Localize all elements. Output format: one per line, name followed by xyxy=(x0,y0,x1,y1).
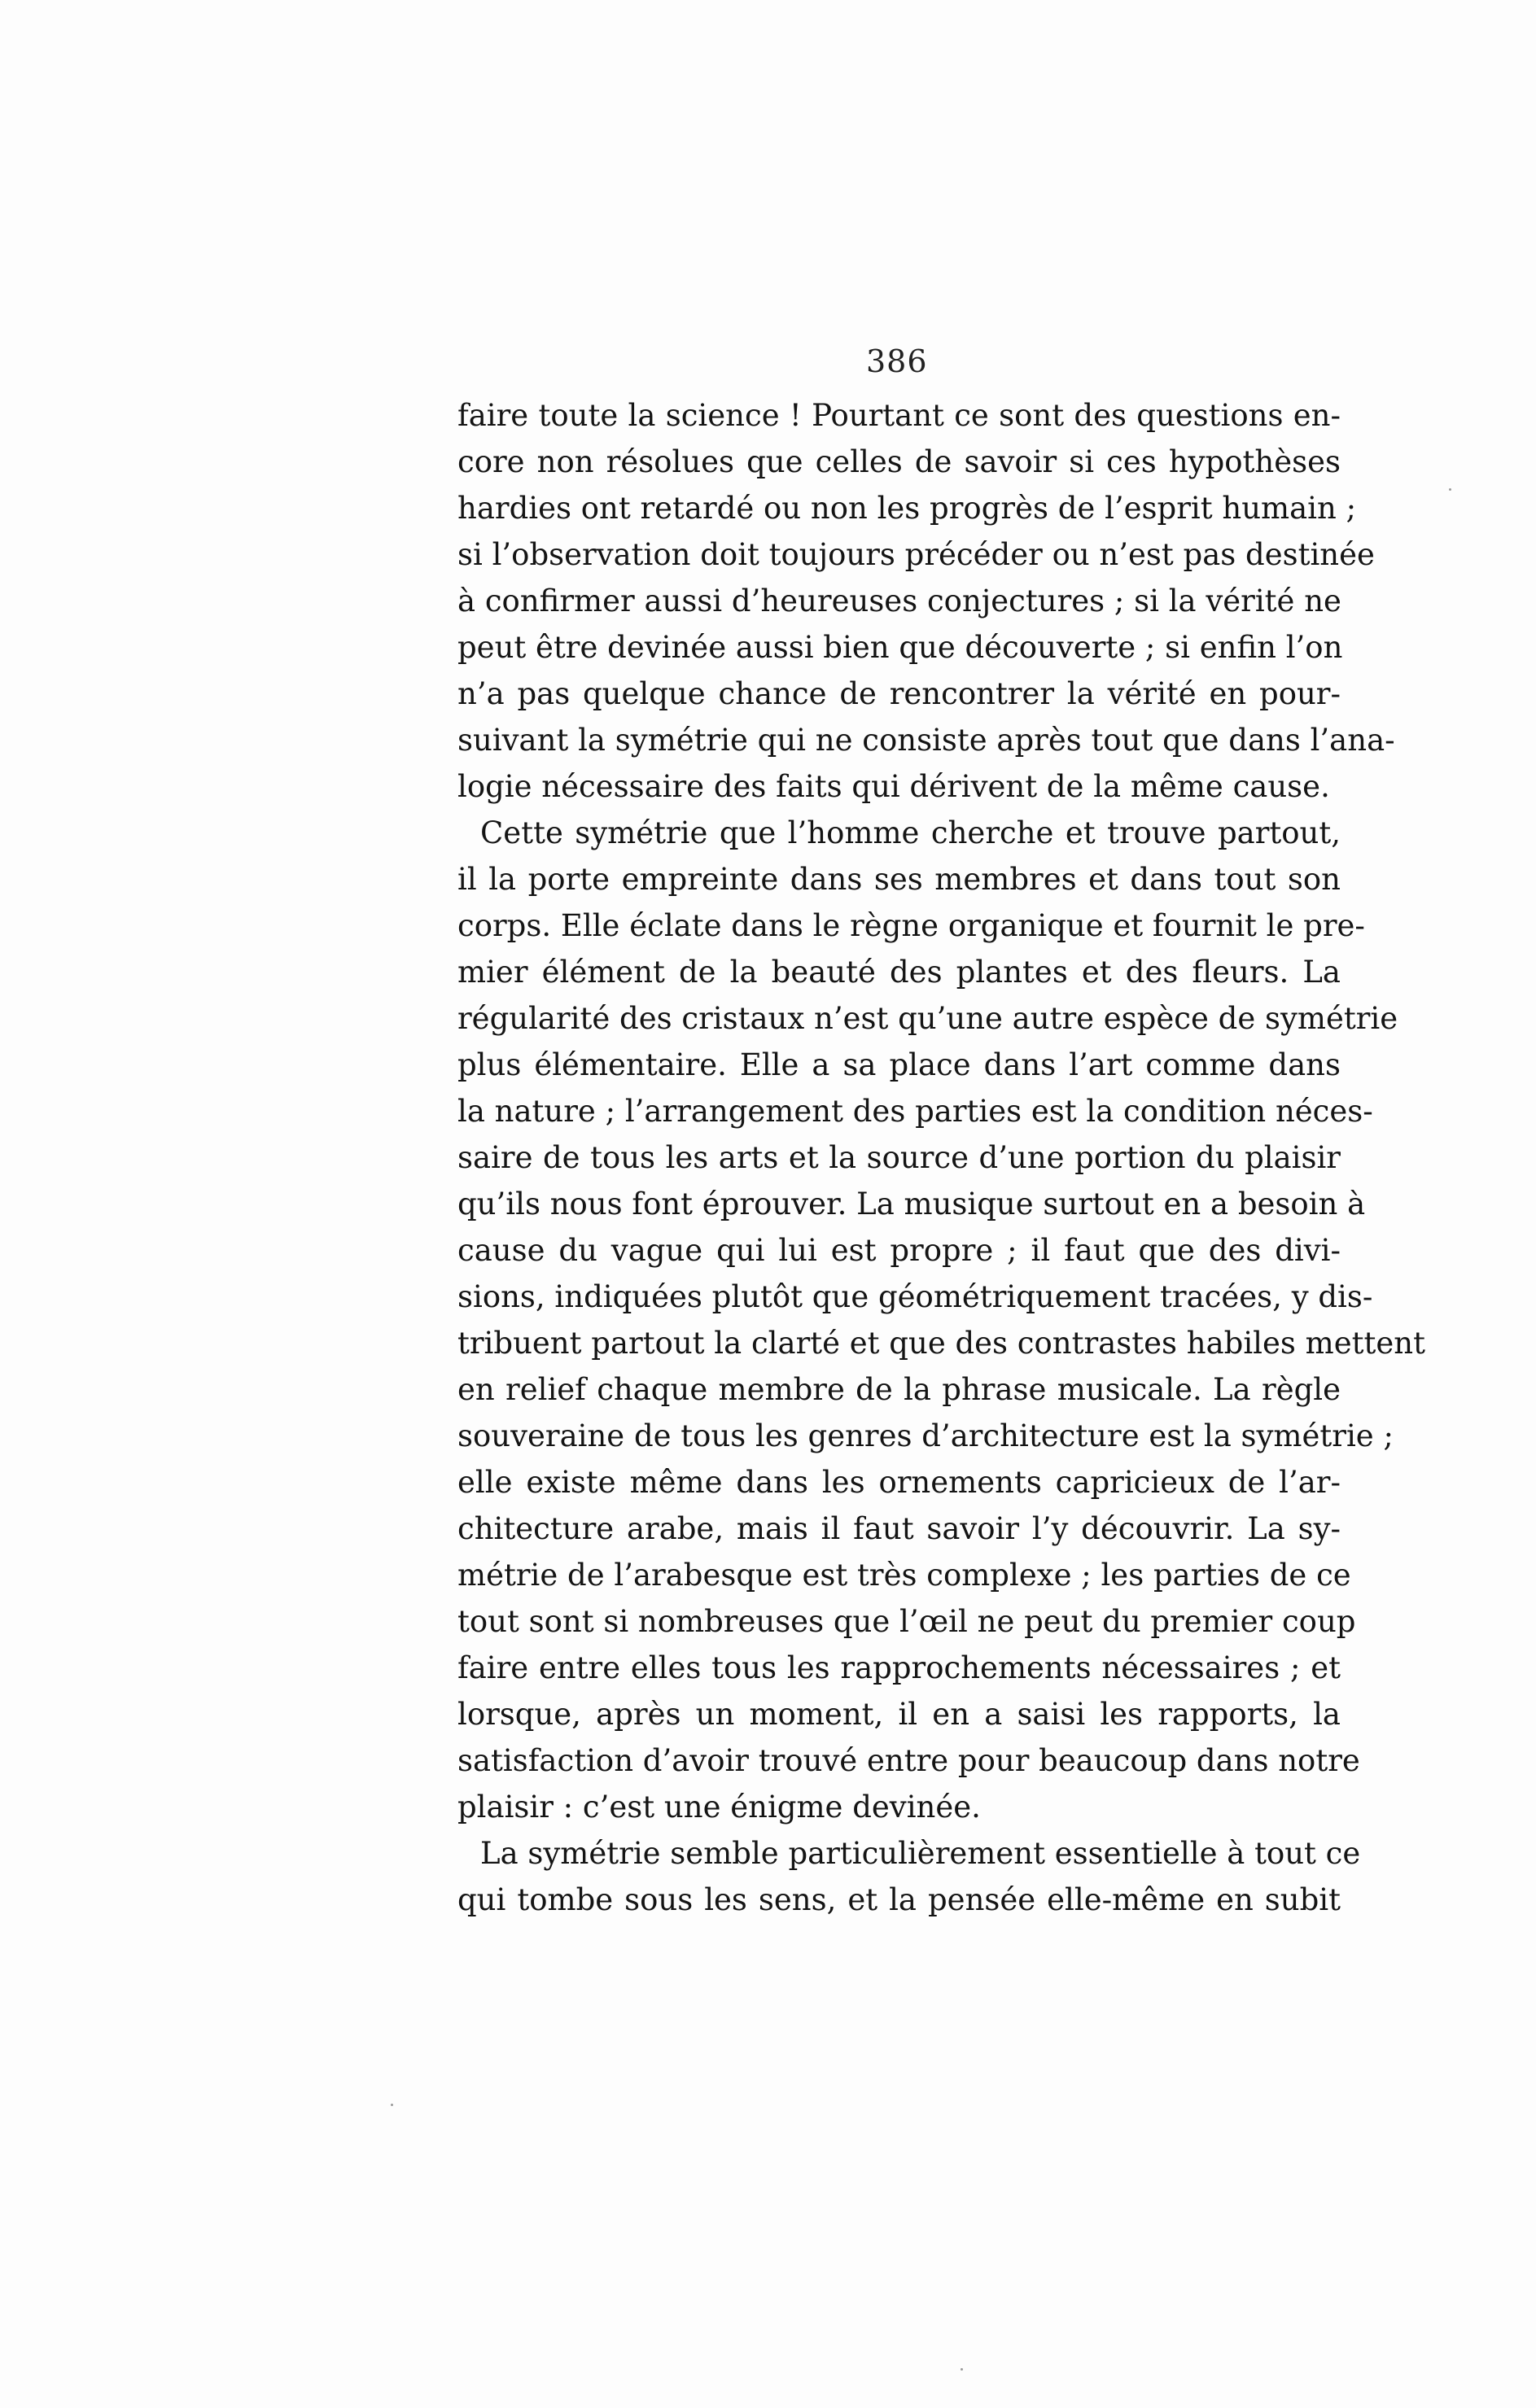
text-line: suivant la symétrie qui ne consiste après tout que dans l’ana- xyxy=(457,723,1395,758)
page-number: 386 xyxy=(866,343,928,379)
text-line: plaisir : c’est une énigme devinée. xyxy=(457,1790,981,1825)
paragraph-start-line: La symétrie semble particulièrement essentielle à tout ce xyxy=(480,1836,1361,1871)
text-line: régularité des cristaux n’est qu’une autre espèce de symétrie xyxy=(457,1001,1398,1036)
text-line: si l’observation doit toujours précéder ou n’est pas destinée xyxy=(457,537,1375,572)
scan-speck xyxy=(961,2368,963,2371)
scan-speck xyxy=(1449,488,1451,491)
text-line: chitecture arabe, mais il faut savoir l’y découvrir. La sy- xyxy=(457,1511,1341,1546)
body-text xyxy=(457,392,1425,1923)
text-line: logie nécessaire des faits qui dérivent de la même cause. xyxy=(457,769,1330,804)
text-line: sions, indiquées plutôt que géométriquement tracées, y dis- xyxy=(457,1279,1373,1314)
text-line: métrie de l’arabesque est très complexe ; les parties de ce xyxy=(457,1558,1351,1593)
text-line: qu’ils nous font éprouver. La musique surtout en a besoin à xyxy=(457,1187,1366,1221)
text-line: corps. Elle éclate dans le règne organique et fournit le pre- xyxy=(457,908,1365,943)
text-line: la nature ; l’arrangement des parties est la condition néces- xyxy=(457,1094,1373,1129)
text-line: hardies ont retardé ou non les progrès de l’esprit humain ; xyxy=(457,491,1357,526)
text-line: tout sont si nombreuses que l’œil ne peut du premier coup xyxy=(457,1604,1356,1639)
text-line: elle existe même dans les ornements capricieux de l’ar- xyxy=(457,1465,1341,1500)
text-line: faire entre elles tous les rapprochements nécessaires ; et xyxy=(457,1650,1341,1685)
text-line: cause du vague qui lui est propre ; il faut que des divi- xyxy=(457,1233,1341,1268)
text-line: plus élémentaire. Elle a sa place dans l’art comme dans xyxy=(457,1047,1341,1082)
text-line: peut être devinée aussi bien que découverte ; si enfin l’on xyxy=(457,630,1343,665)
scan-speck xyxy=(391,2104,393,2106)
text-line: lorsque, après un moment, il en a saisi les rapports, la xyxy=(457,1697,1341,1732)
text-line: qui tombe sous les sens, et la pensée elle-même en subit xyxy=(457,1882,1341,1917)
paragraph-start-line: Cette symétrie que l’homme cherche et trouve partout, xyxy=(480,815,1341,850)
text-line: satisfaction d’avoir trouvé entre pour beaucoup dans notre xyxy=(457,1743,1360,1778)
text-line: mier élément de la beauté des plantes et des fleurs. La xyxy=(457,955,1341,990)
text-line: saire de tous les arts et la source d’une portion du plaisir xyxy=(457,1140,1341,1175)
text-line: il la porte empreinte dans ses membres et dans tout son xyxy=(457,862,1341,897)
text-line: tribuent partout la clarté et que des contrastes habiles mettent xyxy=(457,1326,1425,1361)
text-line: en relief chaque membre de la phrase musicale. La règle xyxy=(457,1372,1341,1407)
text-line: faire toute la science ! Pourtant ce sont des questions en- xyxy=(457,398,1341,433)
text-line: core non résolues que celles de savoir si ces hypothèses xyxy=(457,444,1341,479)
text-line: n’a pas quelque chance de rencontrer la vérité en pour- xyxy=(457,676,1341,711)
text-line: souveraine de tous les genres d’architecture est la symétrie ; xyxy=(457,1418,1394,1453)
text-line: à confirmer aussi d’heureuses conjectures ; si la vérité ne xyxy=(457,583,1341,618)
